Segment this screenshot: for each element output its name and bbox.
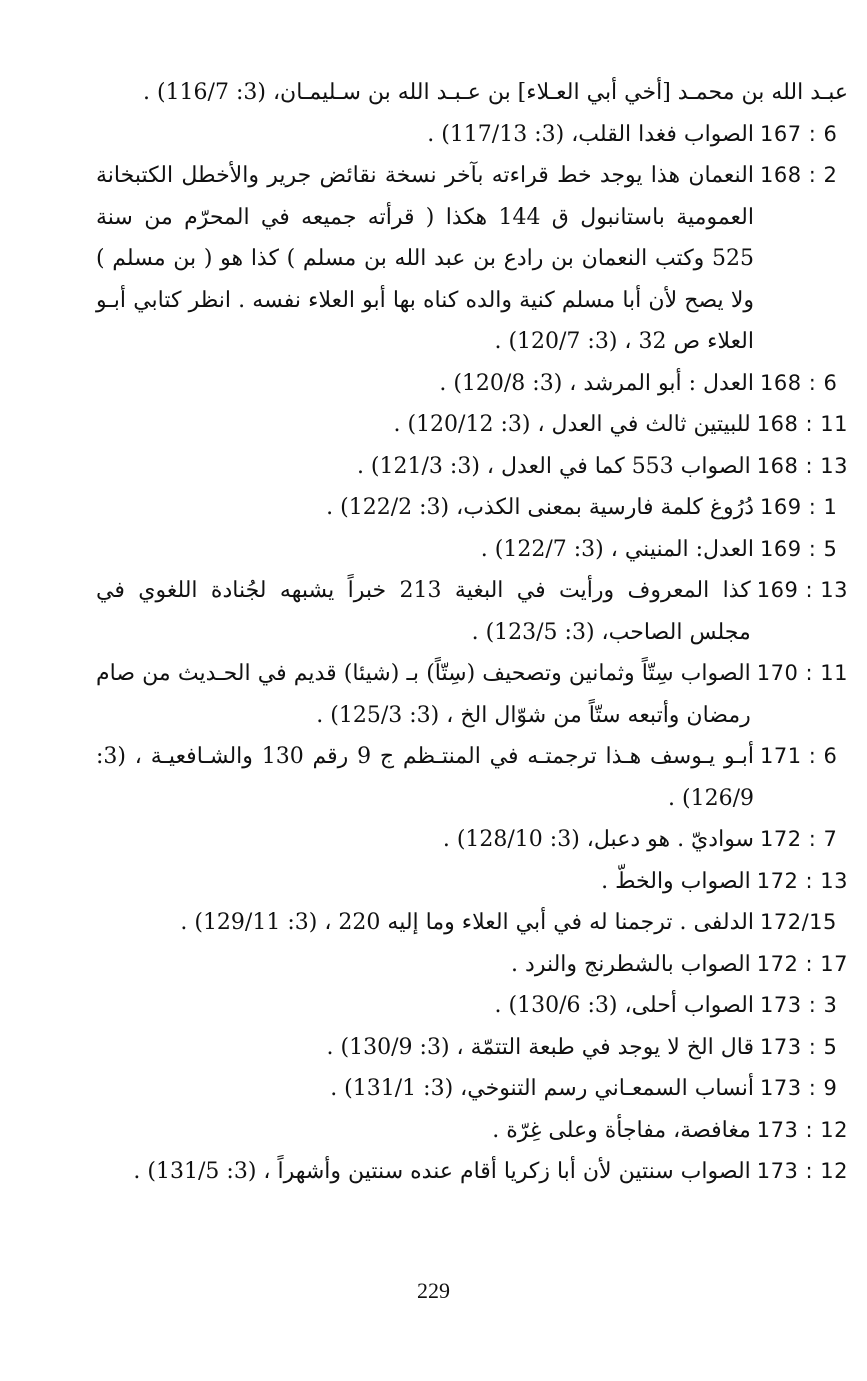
note-entry — [96, 404, 848, 446]
note-text: أبـو يـوسف هـذا ترجمتـه في المنتـظم ج 9 رقم 130 والشـافعيـة ، (3: 126/9) . — [96, 744, 754, 811]
note-text: كذا المعروف ورأيت في البغية 213 خبراً يشبهه لجُنادة اللغوي في مجلس الصاحب، (3: 123/5) . — [96, 578, 751, 645]
page-number: 229 — [417, 1278, 450, 1303]
note-ref: 168 : 2 — [760, 163, 838, 187]
note-entry — [96, 570, 848, 653]
note-ref: 172 : 13 — [756, 868, 848, 893]
note-entry — [96, 72, 848, 114]
note-text: مغافصة، مفاجأة وعلى غِرّة . — [492, 1117, 751, 1143]
note-text: الصواب فغدا القلب، (3: 117/13) . — [427, 121, 754, 147]
note-text: الصواب والخطّ . — [601, 868, 751, 894]
note-ref: 168 : 6 — [760, 370, 838, 395]
note-text: العدل: المنيني ، (3: 122/7) . — [480, 536, 754, 562]
note-entry — [96, 819, 848, 861]
note-ref: 172 : 17 — [756, 951, 848, 976]
note-entry — [96, 736, 848, 819]
note-entry — [96, 1151, 848, 1193]
note-entry — [96, 446, 848, 488]
note-entry — [96, 944, 848, 986]
note-ref: 169 : 5 — [760, 536, 838, 561]
notes-list — [96, 72, 848, 1193]
note-entry — [96, 114, 848, 156]
note-entry — [96, 487, 848, 529]
note-entry — [96, 363, 848, 405]
note-ref: 173 : 5 — [760, 1034, 838, 1059]
note-text: سواديّ . هو دعبل، (3: 128/10) . — [442, 827, 754, 852]
note-entry — [96, 985, 848, 1027]
note-text: قال الخ لا يوجد في طبعة التتمّة ، (3: 130/9) . — [326, 1034, 754, 1060]
note-text: الدلفى . ترجمنا له في أبي العلاء وما إليه 220 ، (3: 129/11) . — [180, 910, 754, 935]
note-ref: 173 : 12 — [756, 1159, 848, 1183]
note-text: دُرُوغ كلمة فارسية بمعنى الكذب، (3: 122/2) . — [326, 495, 754, 520]
note-ref: 168 : 13 — [756, 453, 848, 478]
note-text: الصواب 553 كما في العدل ، (3: 121/3) . — [356, 453, 751, 479]
note-text: العدل : أبو المرشد ، (3: 120/8) . — [439, 370, 754, 396]
note-entry — [96, 902, 848, 944]
note-entry — [96, 861, 848, 903]
note-ref: 170 : 11 — [756, 661, 848, 685]
note-text: الصواب سِتّاً وثمانين وتصحيف (سِتّاً) بـ (شيئا) قديم في الحـديث من صام رمضان وأتبعه ستّاً من شوّال الخ ، (3: 125/3) . — [96, 661, 751, 728]
note-ref: 173 : 3 — [760, 993, 838, 1017]
note-ref: 172/15 — [760, 910, 837, 934]
note-ref: 168 : 11 — [756, 412, 848, 436]
note-text: الصواب سنتين لأن أبا زكريا أقام عنده سنتين وأشهراً ، (3: 131/5) . — [133, 1159, 751, 1184]
note-entry — [96, 155, 848, 363]
note-text: الصواب أحلى، (3: 130/6) . — [494, 993, 754, 1018]
note-ref: 173 : 12 — [756, 1117, 848, 1142]
note-text: أنساب السمعـاني رسم التنوخي، (3: 131/1) . — [330, 1076, 754, 1101]
note-text: النعمان هذا يوجد خط قراءته بآخر نسخة نقائض جرير والأخطل الكتبخانة العمومية باستانبول ق 144 هكذا ( قرأته جميعه في المحرّم من سنة 525 وكتب النعمان بن رادع بن عبد الله بن مسلم ) كذا هو ( بن مسلم ) ولا يصح لأن أبا مسلم كنية والده كناه بها أبو العلاء نفسه . انظر كتابي أبـو العلاء ص 32 ، (3: 120/7) . — [96, 163, 754, 354]
note-text: عبـد الله بن محمـد [أخي أبي العـلاء] بن عـبـد الله بن سـليمـان، (3: 116/7) . — [142, 80, 848, 105]
note-ref: 172 : 7 — [760, 827, 838, 851]
note-entry — [96, 1068, 848, 1110]
note-ref: 171 : 6 — [760, 744, 838, 768]
note-ref: 169 : 13 — [756, 578, 848, 602]
note-ref: 173 : 9 — [760, 1076, 838, 1100]
note-entry — [96, 529, 848, 571]
note-entry — [96, 653, 848, 736]
note-ref: 169 : 1 — [760, 495, 838, 519]
note-entry — [96, 1027, 848, 1069]
note-text: للبيتين ثالث في العدل ، (3: 120/12) . — [393, 412, 751, 437]
note-ref: 167 : 6 — [760, 121, 838, 146]
note-text: الصواب بالشطرنج والنرد . — [511, 951, 751, 977]
note-entry — [96, 1110, 848, 1152]
